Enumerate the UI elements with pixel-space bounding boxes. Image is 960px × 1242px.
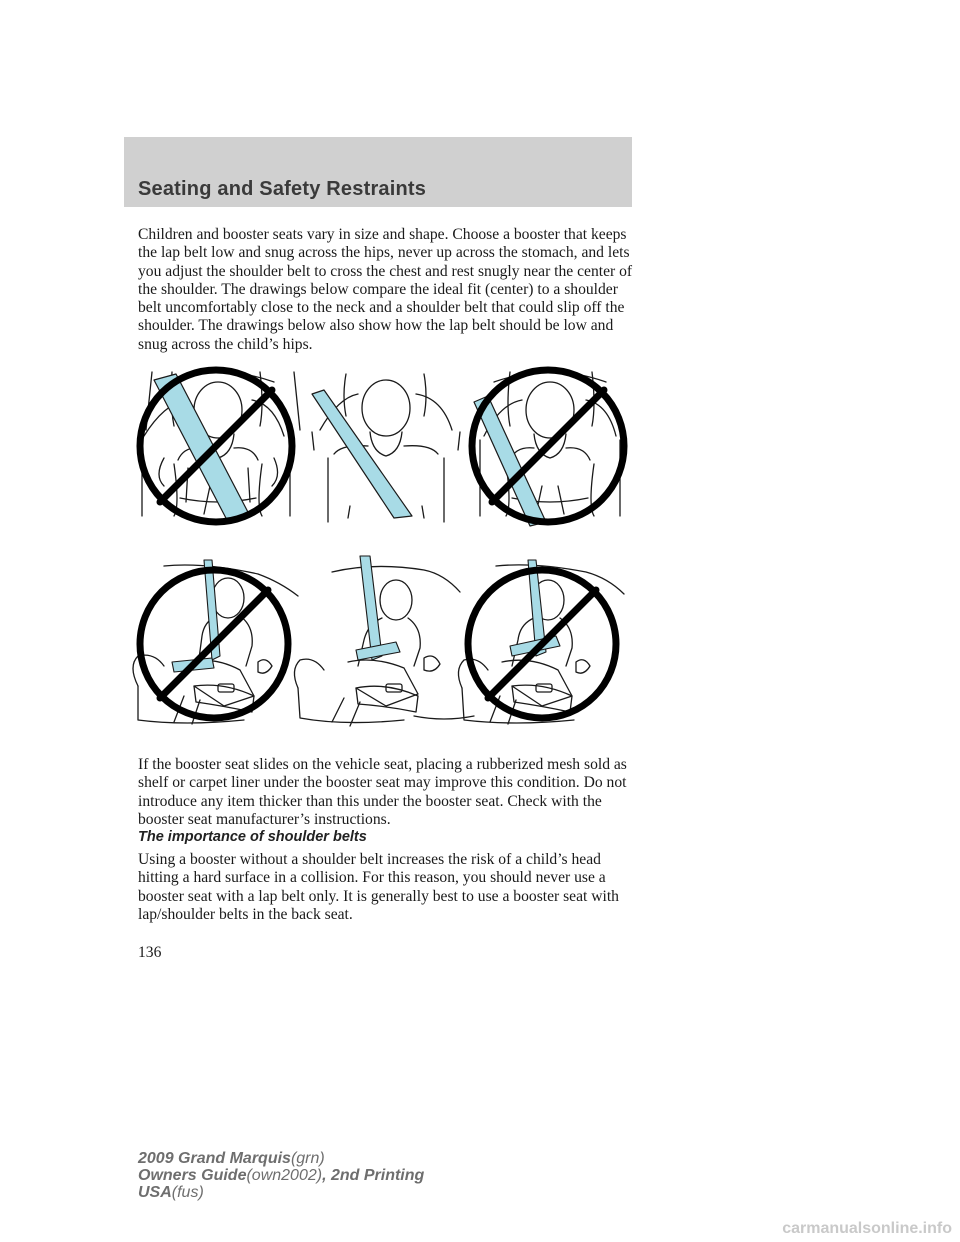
- footer-market: USA: [138, 1184, 172, 1201]
- section-title: Seating and Safety Restraints: [138, 178, 427, 200]
- intro-paragraph: Children and booster seats vary in size and shape. Choose a booster that keeps the lap belt low and snug across the hips, never up across the stomach, and lets you adjust the shoulder belt to cross the chest and rest snugly near the center of the shoulder. The drawings below compare the ideal fit (center) to a shoulder belt uncomfortably close to the neck and a shoulder belt that could slip off the shoulder. The drawings below also show how the lap belt should be low and snug across the child’s hips.: [138, 226, 633, 353]
- footer-market-code: (fus): [171, 1184, 204, 1201]
- footer-guide-code: (own2002): [246, 1167, 323, 1184]
- page-number: 136: [138, 944, 162, 961]
- footer-line-2: [138, 1167, 424, 1184]
- shoulder-belt-paragraph: Using a booster without a shoulder belt increases the risk of a child’s head hitting a hard surface in a collision. For this reason, you should never use a booster seat with a lap belt only. It is generally best to use a booster seat with lap/shoulder belts in the back seat.: [138, 851, 619, 923]
- footer-model: 2009 Grand Marquis: [138, 1150, 291, 1167]
- prohibition-sign-4: [468, 570, 616, 718]
- booster-slide-paragraph: If the booster seat slides on the vehicle seat, placing a rubberized mesh sold as shelf or carpet liner under the booster seat may improve this condition. Do not introduce any item thicker than this under the booster seat. Check with the booster seat manufacturer’s instructions.: [138, 756, 627, 828]
- footer-line-1: [138, 1150, 424, 1167]
- belt-fit-illustrations: [124, 366, 634, 734]
- footer-line-3: [138, 1184, 424, 1201]
- footer-printing: , 2nd Printing: [322, 1167, 425, 1184]
- watermark: carmanualsonline.info: [782, 1220, 952, 1237]
- subheading-shoulder-belts: The importance of shoulder belts: [138, 829, 367, 845]
- footer-model-code: (grn): [290, 1150, 325, 1167]
- footer-guide: Owners Guide: [138, 1167, 247, 1184]
- footer-print-info: [138, 1150, 424, 1201]
